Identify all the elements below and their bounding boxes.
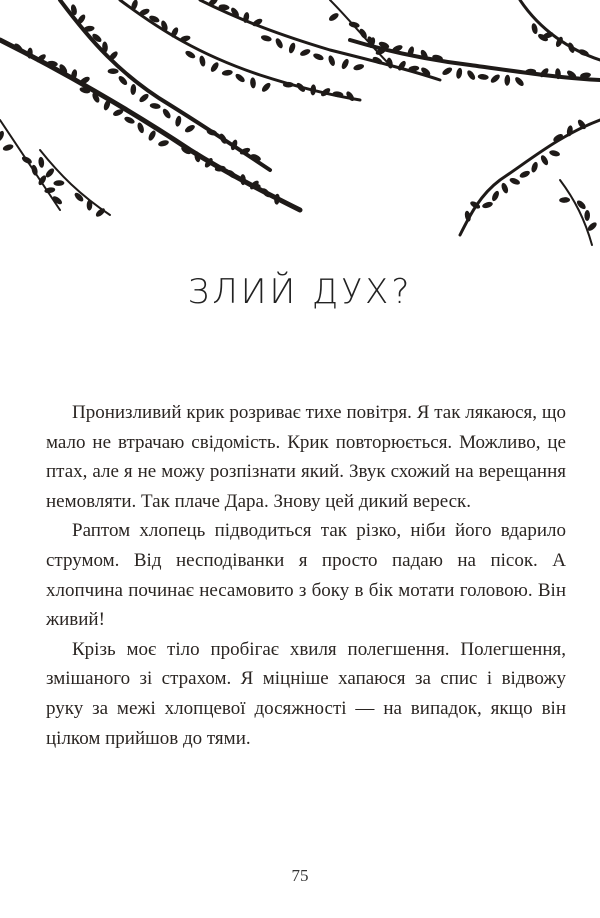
leaf-icon [221, 69, 233, 76]
leaf-icon [199, 55, 207, 67]
leaf-icon [455, 67, 463, 79]
leaf-icon [108, 68, 119, 74]
leaf-icon [477, 73, 489, 80]
leaf-icon [184, 123, 196, 133]
leaf-icon [2, 143, 14, 152]
branch [120, 0, 360, 100]
leaf-icon [21, 155, 33, 165]
leaf-icon [157, 139, 169, 147]
leaf-icon [514, 76, 526, 88]
leaf-icon [184, 49, 196, 59]
paragraph-2: Раптом хлопець підводиться так різко, ніби його вдарило струмом. Від несподіванки я просто падаю на пісок. А хлопчина починає несамовито з боку в бік мотати головою. Він живий! [46, 520, 566, 631]
leaf-icon [147, 129, 157, 141]
branch [460, 120, 600, 235]
leaf-icon [38, 157, 45, 169]
leaf-icon [260, 34, 272, 42]
leaf-icon [327, 55, 336, 67]
leaf-icon [299, 48, 311, 58]
page-number: 75 [291, 866, 309, 885]
leaf-icon [274, 37, 284, 49]
leaf-icon [500, 182, 509, 194]
leaf-icon [312, 52, 324, 61]
leaf-icon [328, 12, 340, 23]
leaf-icon [509, 177, 521, 186]
leaf-icon [340, 58, 350, 70]
branch [520, 0, 600, 60]
leaf-icon [130, 84, 136, 95]
leaf-icon [481, 201, 493, 210]
leaf-icon [0, 130, 5, 142]
leaf-icon [504, 75, 510, 86]
leaf-icon [491, 190, 501, 202]
leaf-icon [170, 26, 180, 38]
leaf-icon [136, 122, 145, 134]
leaf-icon [441, 66, 453, 77]
leaf-icon [234, 72, 246, 83]
leaf-icon [161, 107, 172, 119]
leaf-icon [539, 154, 549, 166]
leaf-icon [149, 102, 161, 109]
leaf-icon [559, 197, 570, 203]
leaf-icon [250, 77, 256, 88]
leaf-icon [53, 180, 64, 186]
leaf-icon [584, 210, 590, 221]
leaf-icon [310, 84, 316, 95]
leaf-icon [531, 23, 539, 35]
leaf-icon [519, 169, 531, 179]
leaf-icon [138, 92, 150, 103]
leaf-icon [209, 61, 220, 73]
leaf-icon [530, 161, 539, 173]
branches-illustration [0, 0, 600, 260]
leaf-icon [489, 73, 501, 84]
leaf-icon [260, 81, 272, 93]
paragraph-3: Крізь моє тіло пробігає хвиля полегшення. Полегшення, змішаного зі страхом. Я міцніше хапаюся за спис і відвожу руку за межі хлопцевої досяжності — на випадок, якщо він цілком прийшов до тями. [46, 638, 566, 749]
leaf-icon [466, 69, 477, 81]
leaf-icon [549, 149, 561, 157]
chapter-title: ЗЛИЙ ДУХ? [187, 272, 413, 312]
leaf-icon [283, 82, 294, 88]
body-text [46, 398, 566, 753]
branch [0, 120, 60, 210]
leaf-icon [358, 28, 368, 40]
leaf-icon [174, 115, 182, 127]
branch [40, 150, 110, 215]
paragraph-1: Пронизливий крик розриває тихе повітря. Я так лякаюся, що мало не втрачаю свідомість. Крик повторюється. Можливо, це птах, але я не можу розпізнати який. Звук схожий на верещання немовляти. Так плаче Дара. Знову цей дикий вереск. [46, 402, 566, 512]
leaf-icon [73, 191, 85, 203]
leaf-icon [288, 42, 297, 54]
leaf-icon [353, 63, 365, 71]
